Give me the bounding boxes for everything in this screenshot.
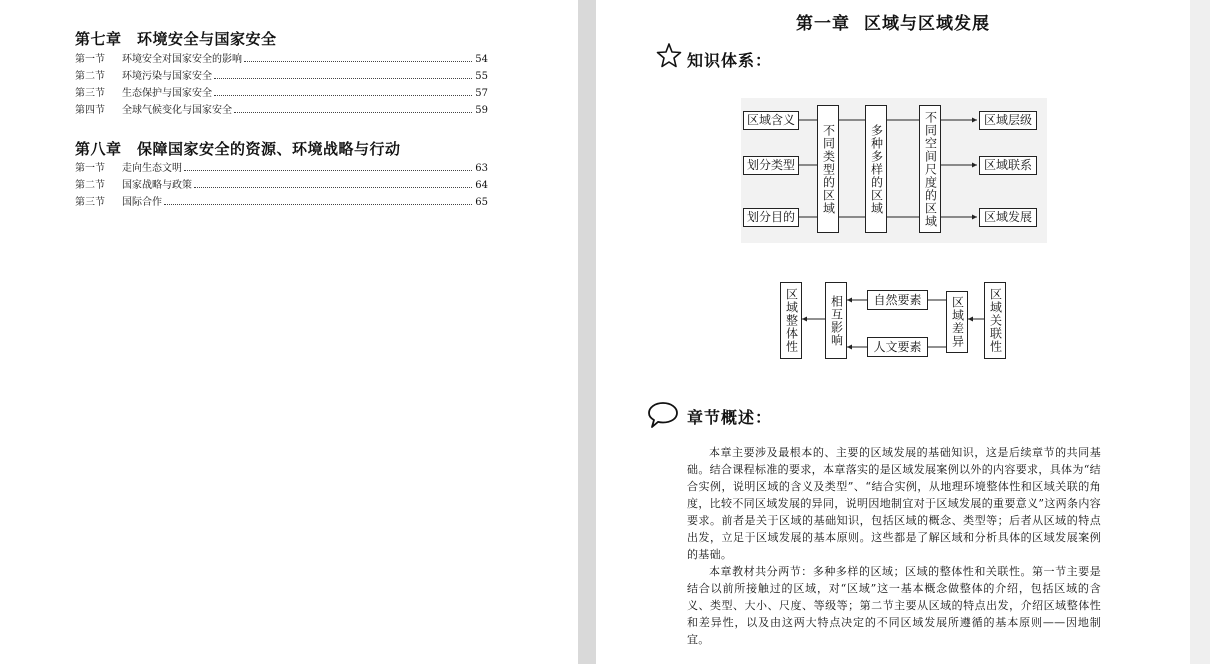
chapter-number: 第一章 [796, 14, 850, 34]
star-icon [656, 42, 682, 68]
diagram-node: 区域关联性 [984, 282, 1006, 359]
section-title: 走向生态文明 [122, 163, 182, 174]
diagram-node: 划分类型 [743, 156, 799, 175]
leader-dots [214, 95, 472, 96]
speech-bubble-icon [647, 400, 679, 430]
leader-dots [164, 204, 472, 205]
section-title: 生态保护与国家安全 [122, 88, 212, 99]
diagram-node: 区域层级 [979, 111, 1037, 130]
diagram-node: 划分目的 [743, 208, 799, 227]
left-page [0, 0, 578, 664]
leader-dots [214, 78, 472, 79]
toc-entry[interactable] [75, 102, 488, 116]
page-title [596, 9, 1190, 34]
page-number: 59 [475, 105, 488, 116]
section-number: 第三节 [75, 197, 105, 208]
diagram-node: 相互影响 [825, 282, 847, 359]
section-number: 第二节 [75, 71, 105, 82]
section-title: 环境污染与国家安全 [122, 71, 212, 82]
section-number: 第一节 [75, 163, 105, 174]
leader-dots [234, 112, 472, 113]
page-number: 65 [475, 197, 488, 208]
chapter-name: 区域与区域发展 [864, 14, 990, 34]
paragraph: 本章主要涉及最根本的、主要的区域发展的基础知识，这是后续章节的共同基础。结合课程标准的要求，本章落实的是区域发展案例以外的内容要求，具体为“结合实例，说明区域的含义及类型”、“结合实例，从地理环境整体性和区域关联的角度，比较不同区域发展的异同，说明因地制宜对于区域发展的重要意义”这两条内容要求。前者是关于区域的基础知识，包括区域的概念、类型等；后者从区域的特点出发，立足于区域发展的基本原则。这些都是了解区域和分析具体的区域发展案例的基础。 [687, 446, 1101, 561]
section-number: 第三节 [75, 88, 105, 99]
section-number: 第四节 [75, 105, 105, 116]
toc-entry[interactable] [75, 51, 488, 65]
section-number: 第一节 [75, 54, 105, 65]
diagram-node: 不同空间尺度的区域 [919, 105, 941, 233]
section-title: 全球气候变化与国家安全 [122, 105, 232, 116]
toc-entry[interactable] [75, 194, 488, 208]
leader-dots [194, 187, 472, 188]
overview-heading: 章节概述： [687, 408, 773, 427]
toc-entry[interactable] [75, 177, 488, 191]
diagram-node: 区域整体性 [780, 282, 802, 359]
leader-dots [184, 170, 472, 171]
diagram-node: 区域发展 [979, 208, 1037, 227]
page-gap [578, 0, 596, 664]
knowledge-heading: 知识体系： [687, 51, 773, 70]
diagram-node: 区域联系 [979, 156, 1037, 175]
section-title: 国际合作 [122, 197, 162, 208]
diagram-node: 人文要素 [867, 337, 928, 357]
diagram-node: 多种多样的区域 [865, 105, 887, 233]
diagram-node: 区域含义 [743, 111, 799, 130]
relation-diagram [780, 281, 1010, 361]
knowledge-diagram [741, 98, 1047, 243]
diagram-node: 自然要素 [867, 290, 928, 310]
toc-entry[interactable] [75, 68, 488, 82]
page-number: 55 [475, 71, 488, 82]
section-title: 国家战略与政策 [122, 180, 192, 191]
paragraph: 本章教材共分两节：多种多样的区域；区域的整体性和关联性。第一节主要是结合以前所接触过的区域，对“区域”这一基本概念做整体的介绍，包括区域的含义、类型、大小、尺度、等级等；第二节主要从区域的特点出发，介绍区域整体性和差异性，以及由这两大特点决定的不同区域发展所遵循的基本原则——因地制宜。 [687, 565, 1101, 646]
page-number: 64 [475, 180, 488, 191]
toc-entry[interactable] [75, 85, 488, 99]
section-title: 环境安全对国家安全的影响 [122, 54, 242, 65]
scroll-gutter [1190, 0, 1210, 664]
chapter-title: 第七章 环境安全与国家安全 [75, 30, 277, 48]
section-number: 第二节 [75, 180, 105, 191]
diagram-node: 不同类型的区域 [817, 105, 839, 233]
page-number: 54 [475, 54, 488, 65]
diagram-node: 区域差异 [946, 291, 968, 353]
toc-entry[interactable] [75, 160, 488, 174]
page-number: 57 [475, 88, 488, 99]
page-number: 63 [475, 163, 488, 174]
overview-text [687, 444, 1101, 648]
right-page [596, 0, 1190, 664]
leader-dots [244, 61, 472, 62]
chapter-title: 第八章 保障国家安全的资源、环境战略与行动 [75, 140, 401, 158]
